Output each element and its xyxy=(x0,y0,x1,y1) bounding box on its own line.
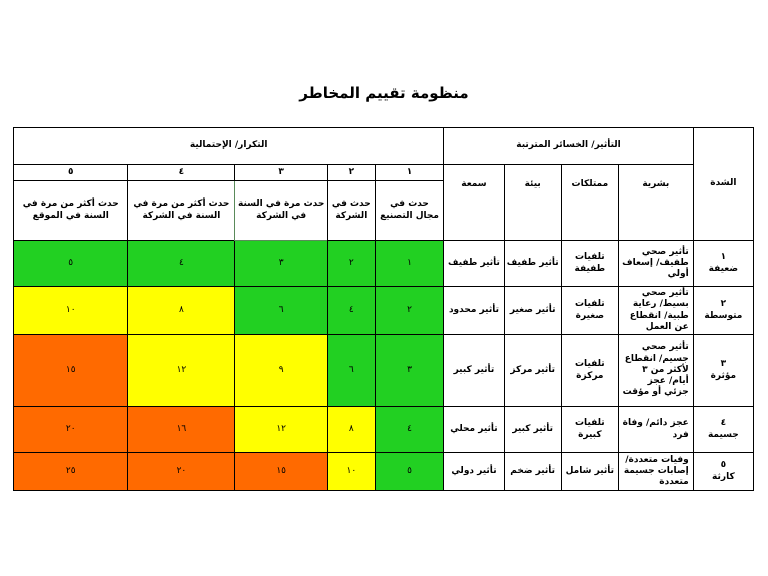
impact-reputation: تأثير طفيف xyxy=(444,241,504,287)
risk-matrix-table xyxy=(13,127,754,491)
score-cell: ٤ xyxy=(128,241,235,287)
score-cell: ٢ xyxy=(327,241,375,287)
impact-col-property: ممتلكات xyxy=(561,165,618,241)
matrix-row xyxy=(14,453,754,491)
matrix-row xyxy=(14,335,754,407)
page-title: منظومة تقييم المخاطر xyxy=(299,84,469,102)
severity-number: ١ xyxy=(720,252,727,263)
impact-human: وفيات متعددة/ إصابات جسيمة متعددة xyxy=(618,453,693,491)
freq-label-2: حدث في الشركة xyxy=(327,181,375,241)
severity-name: جسيمة xyxy=(707,429,739,440)
impact-reputation: تأثير محدود xyxy=(444,287,504,335)
impact-col-environment: بيئة xyxy=(504,165,561,241)
impact-col-human: بشرية xyxy=(618,165,693,241)
frequency-group-header: التكرار/ الإحتمالية xyxy=(14,128,444,165)
freq-label-3: حدث مرة في السنة في الشركة xyxy=(235,181,327,241)
severity-cell xyxy=(693,335,753,407)
freq-label-4: حدث أكثر من مرة في السنة في الشركة xyxy=(128,181,235,241)
severity-name: ضعيفة xyxy=(708,263,739,274)
score-cell: ١٦ xyxy=(128,407,235,453)
impact-reputation: تأثير كبير xyxy=(444,335,504,407)
score-cell: ١٢ xyxy=(235,407,327,453)
score-cell: ١٠ xyxy=(327,453,375,491)
score-cell: ٤ xyxy=(375,407,444,453)
score-cell: ٢ xyxy=(375,287,444,335)
score-cell: ٥ xyxy=(375,453,444,491)
score-cell: ٨ xyxy=(327,407,375,453)
score-cell: ٨ xyxy=(128,287,235,335)
impact-group-header: التأثير/ الخسائر المترتبة xyxy=(444,128,693,165)
impact-environment: تأثير كبير xyxy=(504,407,561,453)
matrix-row xyxy=(14,407,754,453)
impact-human: تأثير صحي جسيم/ انقطاع لأكثر من ٣ أيام/ عجز جزئي أو مؤقت xyxy=(618,335,693,407)
impact-col-reputation: سمعة xyxy=(444,165,504,241)
freq-label-5: حدث أكثر من مرة في السنة في الموقع xyxy=(14,181,128,241)
severity-name: كارثة xyxy=(712,471,735,482)
score-cell: ٥ xyxy=(14,241,128,287)
header-row-2 xyxy=(14,165,754,181)
score-cell: ١٢ xyxy=(128,335,235,407)
freq-num-3: ٣ xyxy=(235,165,327,181)
score-cell: ١ xyxy=(375,241,444,287)
severity-header: الشدة xyxy=(693,128,753,241)
severity-cell xyxy=(693,241,753,287)
severity-number: ٣ xyxy=(720,359,727,370)
score-cell: ٢٠ xyxy=(14,407,128,453)
freq-num-2: ٢ xyxy=(327,165,375,181)
matrix-row xyxy=(14,287,754,335)
impact-reputation: تأثير دولي xyxy=(444,453,504,491)
freq-num-4: ٤ xyxy=(128,165,235,181)
impact-property: تلفيات كبيرة xyxy=(561,407,618,453)
impact-environment: تأثير صغير xyxy=(504,287,561,335)
impact-property: تلفيات مركزة xyxy=(561,335,618,407)
score-cell: ٢٥ xyxy=(14,453,128,491)
impact-human: تأثير صحي طفيف/ إسعاف أولي xyxy=(618,241,693,287)
severity-name: متوسطة xyxy=(704,310,743,321)
severity-cell xyxy=(693,287,753,335)
impact-environment: تأثير طفيف xyxy=(504,241,561,287)
header-row-1 xyxy=(14,128,754,165)
matrix-row xyxy=(14,241,754,287)
score-cell: ٤ xyxy=(327,287,375,335)
freq-num-5: ٥ xyxy=(14,165,128,181)
impact-environment: تأثير ضخم xyxy=(504,453,561,491)
impact-human: عجز دائم/ وفاة فرد xyxy=(618,407,693,453)
score-cell: ٦ xyxy=(327,335,375,407)
impact-property: تأثير شامل xyxy=(561,453,618,491)
freq-num-1: ١ xyxy=(375,165,444,181)
score-cell: ٣ xyxy=(235,241,327,287)
impact-reputation: تأثير محلي xyxy=(444,407,504,453)
impact-human: تأثير صحي بسيط/ رعاية طبية/ انقطاع عن العمل xyxy=(618,287,693,335)
score-cell: ١٥ xyxy=(235,453,327,491)
severity-cell xyxy=(693,407,753,453)
impact-property: تلفيات صغيرة xyxy=(561,287,618,335)
impact-property: تلفيات طفيفة xyxy=(561,241,618,287)
freq-label-1: حدث في مجال التصنيع xyxy=(375,181,444,241)
severity-number: ٥ xyxy=(720,460,727,471)
severity-name: مؤثرة xyxy=(710,370,737,381)
score-cell: ٢٠ xyxy=(128,453,235,491)
severity-number: ٢ xyxy=(720,299,727,310)
severity-cell xyxy=(693,453,753,491)
score-cell: ١٠ xyxy=(14,287,128,335)
score-cell: ٦ xyxy=(235,287,327,335)
score-cell: ٣ xyxy=(375,335,444,407)
impact-environment: تأثير مركز xyxy=(504,335,561,407)
severity-number: ٤ xyxy=(720,418,727,429)
score-cell: ١٥ xyxy=(14,335,128,407)
score-cell: ٩ xyxy=(235,335,327,407)
